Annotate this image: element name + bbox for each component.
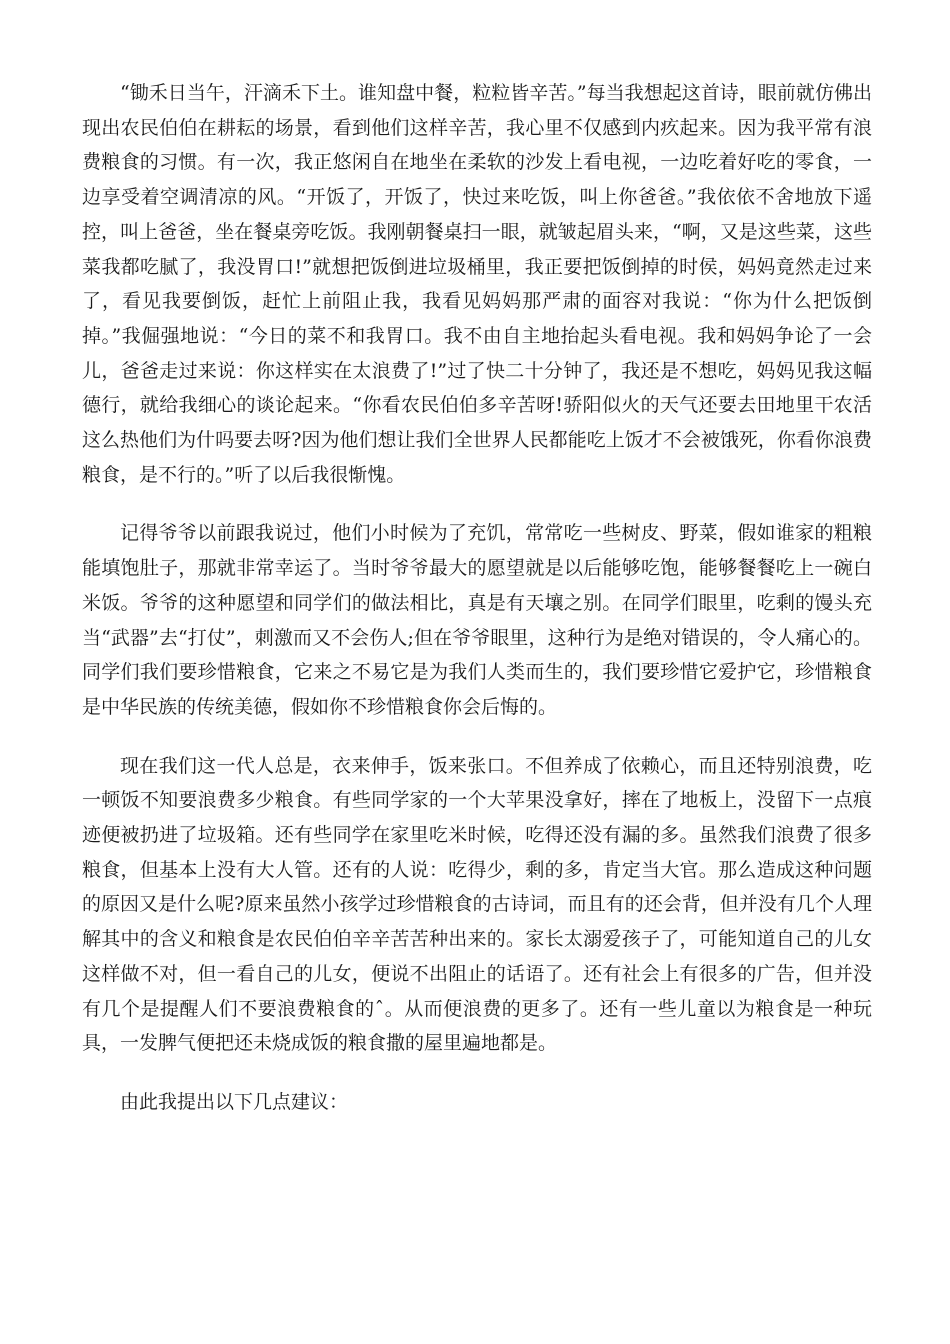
- paragraph-1: “锄禾日当午，汗滴禾下土。谁知盘中餐，粒粒皆辛苦。”每当我想起这首诗，眼前就仿佛出现出农民伯伯在耕耘的场景，看到他们这样辛苦，我心里不仅感到内疚起来。因为我平常有浪费粮食的习惯。有一次，我正悠闲自在地坐在柔软的沙发上看电视，一边吃着好吃的零食，一边享受着空调清凉的风。“开饭了，开饭了，快过来吃饭，叫上你爸爸。”我依依不舍地放下遥控，叫上爸爸，坐在餐桌旁吃饭。我刚朝餐桌扫一眼，就皱起眉头来，“啊，又是这些菜，这些菜我都吃腻了，我没胃口!”就想把饭倒进垃圾桶里，我正要把饭倒掉的时侯，妈妈竟然走过来了，看见我要倒饭，赶忙上前阻止我，我看见妈妈那严肃的面容对我说：“你为什么把饭倒掉。”我倔强地说：“今日的菜不和我胃口。我不由自主地抬起头看电视。我和妈妈争论了一会儿，爸爸走过来说：你这样实在太浪费了!”过了快二十分钟了，我还是不想吃，妈妈见我这幅德行，就给我细心的谈论起来。“你看农民伯伯多辛苦呀!骄阳似火的天气还要去田地里干农活这么热他们为什吗要去呀?因为他们想让我们全世界人民都能吃上饭才不会被饿死，你看你浪费粮食，是不行的。”听了以后我很惭愧。: [82, 82, 872, 486]
- paragraph-2: 记得爷爷以前跟我说过，他们小时候为了充饥，常常吃一些树皮、野菜，假如谁家的粗粮能填饱肚子，那就非常幸运了。当时爷爷最大的愿望就是以后能够吃饱，能够餐餐吃上一碗白米饭。爷爷的这种愿望和同学们的做法相比，真是有天壤之别。在同学们眼里，吃剩的馒头充当“武器”去“打仗”，刺激而又不会伤人;但在爷爷眼里，这种行为是绝对错误的，令人痛心的。同学们我们要珍惜粮食，它来之不易它是为我们人类而生的，我们要珍惜它爱护它，珍惜粮食是中华民族的传统美德，假如你不珍惜粮食你会后悔的。: [82, 522, 872, 718]
- paragraph-3: 现在我们这一代人总是，衣来伸手，饭来张口。不但养成了依赖心，而且还特别浪费，吃一顿饭不知要浪费多少粮食。有些同学家的一个大苹果没拿好，摔在了地板上，没留下一点痕迹便被扔进了垃圾箱。还有些同学在家里吃米时候，吃得还没有漏的多。虽然我们浪费了很多粮食，但基本上没有大人管。还有的人说：吃得少，剩的多，肯定当大官。那么造成这种问题的原因又是什么呢?原来虽然小孩学过珍惜粮食的古诗词，而且有的还会背，但并没有几个人理解其中的含义和粮食是农民伯伯辛辛苦苦种出来的。家长太溺爱孩子了，可能知道自己的儿女这样做不对，但一看自己的儿女，便说不出阻止的话语了。还有社会上有很多的广告，但并没有几个是提醒人们不要浪费粮食的ˆ。从而便浪费的更多了。还有一些儿童以为粮食是一种玩具，一发脾气便把还未烧成饭的粮食撒的屋里遍地都是。: [82, 754, 872, 1055]
- paragraph-4: 由此我提出以下几点建议：: [120, 1090, 349, 1113]
- document-page: [82, 76, 872, 1144]
